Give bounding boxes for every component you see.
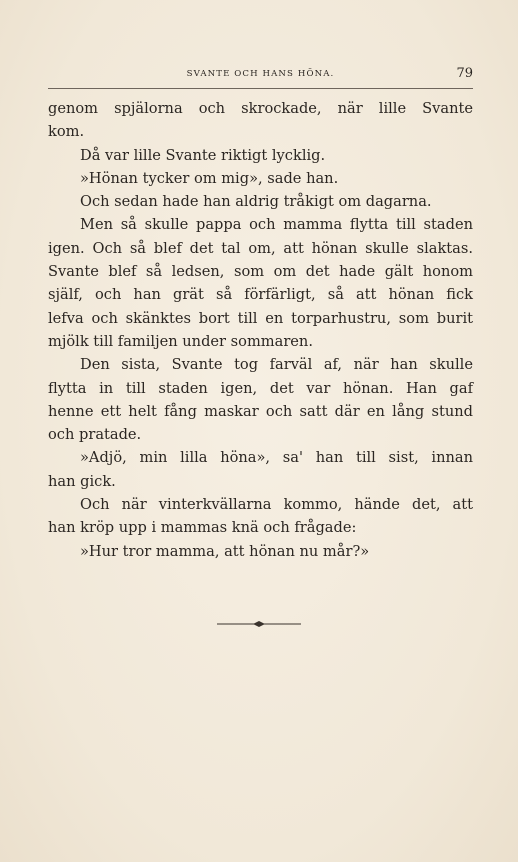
text-line: själf, och han grät så förfärligt, så att hönan fick bbox=[48, 286, 473, 304]
text-line: han gick. bbox=[48, 472, 116, 490]
text-line: genom spjälorna och skrockade, när lille Svante bbox=[48, 100, 473, 117]
page-number: 79 bbox=[456, 66, 473, 81]
header-rule bbox=[48, 88, 473, 89]
text-line: henne ett helt fång maskar och satt där en lång stund bbox=[48, 402, 473, 420]
text-line: lefva och skänktes bort till en torparhustru, som burit bbox=[48, 309, 473, 327]
text-line: flytta in till staden igen, det var hönan. Han gaf bbox=[48, 379, 473, 397]
section-end-ornament bbox=[217, 619, 301, 629]
text-line: Och när vinterkvällarna kommo, hände det, att bbox=[80, 496, 473, 514]
text-line: han kröp upp i mammas knä och frågade: bbox=[48, 519, 357, 537]
text-line: mjölk till familjen under sommaren. bbox=[48, 332, 313, 350]
text-line: »Hur tror mamma, att hönan nu mår?» bbox=[80, 542, 370, 560]
text-line: »Hönan tycker om mig», sade han. bbox=[80, 169, 339, 187]
text-line: Den sista, Svante tog farväl af, när han skulle bbox=[80, 356, 473, 374]
body-text bbox=[48, 97, 473, 563]
text-line: Då var lille Svante riktigt lycklig. bbox=[80, 146, 326, 164]
text-line: Men så skulle pappa och mamma flytta till staden bbox=[80, 216, 473, 234]
running-head bbox=[48, 66, 473, 82]
text-line: Och sedan hade han aldrig tråkigt om dagarna. bbox=[80, 193, 432, 211]
text-line: och pratade. bbox=[48, 426, 142, 444]
text-line: kom. bbox=[48, 123, 85, 141]
running-title: SVANTE OCH HANS HÖNA. bbox=[186, 69, 335, 79]
text-line: »Adjö, min lilla höna», sa' han till sist, innan bbox=[80, 449, 473, 467]
text-line: igen. Och så blef det tal om, att hönan skulle slaktas. bbox=[48, 239, 473, 257]
text-line: Svante blef så ledsen, som om det hade gält honom bbox=[48, 263, 473, 281]
